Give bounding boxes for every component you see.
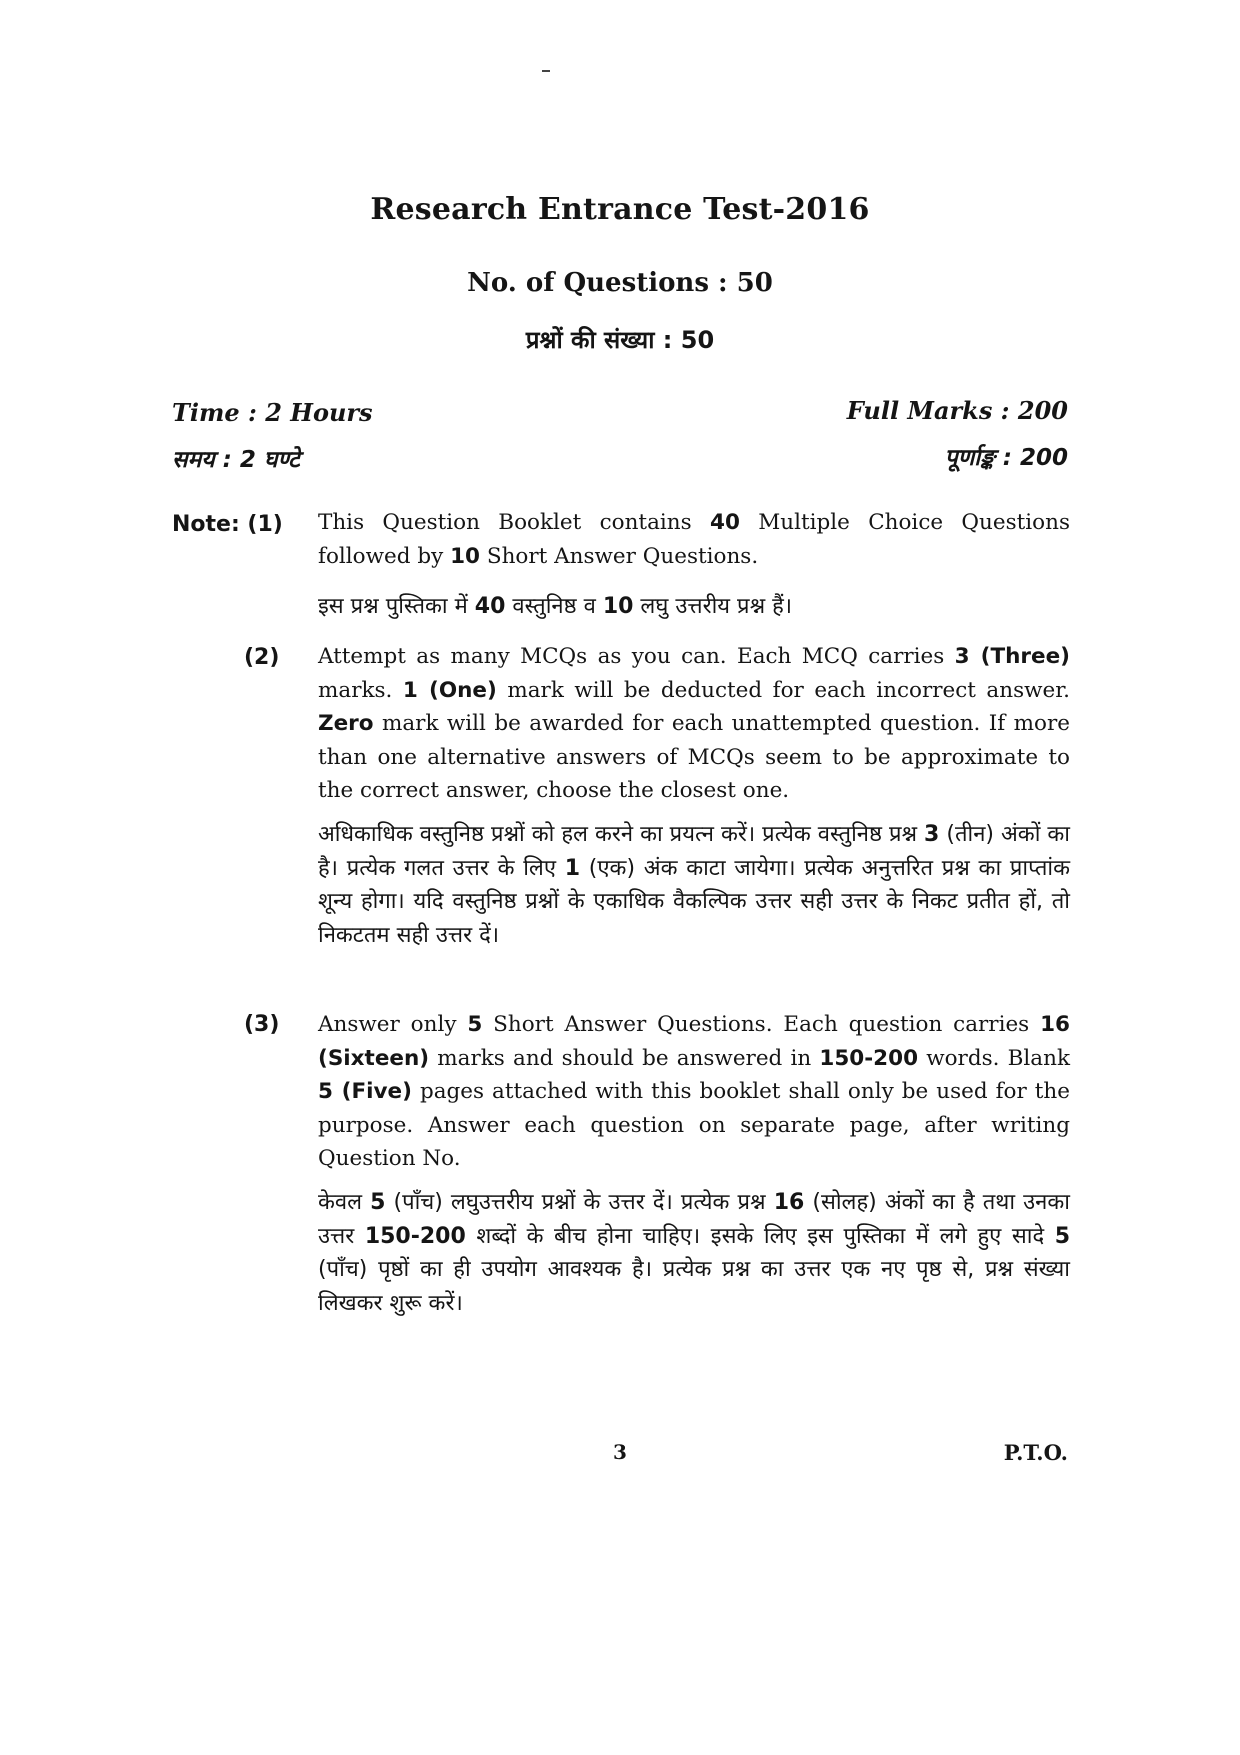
page-number: 3 — [613, 1440, 627, 1464]
text-run: (पाँच) पृष्ठों का ही उपयोग आवश्यक है। प्रत्येक प्रश्न का उत्तर एक नए पृष्ठ से, प्रश्न संख्या लिखकर शुरू करें। — [318, 1257, 1070, 1316]
text-run-bold: 5 (Five) — [318, 1079, 412, 1104]
text-run-bold: 1 — [564, 855, 581, 881]
text-run: (तीन) अंकों का है। प्रत्येक गलत उत्तर के लिए — [318, 822, 1071, 881]
note-3-english — [318, 1008, 1070, 1176]
text-run: इस प्रश्न पुस्तिका में — [318, 594, 475, 619]
text-run-bold: 10 — [450, 543, 480, 569]
text-run-bold: 150-200 — [364, 1223, 466, 1249]
full-marks-english: Full Marks : 200 — [846, 396, 1068, 425]
full-marks-hindi: पूर्णाङ्क : 200 — [944, 445, 1068, 471]
scan-mark — [542, 70, 550, 72]
text-run: marks. — [318, 677, 403, 703]
text-run: Multiple Choice Questions followed by — [318, 510, 1070, 569]
text-run-bold: 5 — [370, 1190, 386, 1215]
note-1-english — [318, 506, 1070, 573]
note-2-hindi — [318, 818, 1070, 952]
text-run: words. Blank — [918, 1045, 1070, 1071]
text-run: लघु उत्तरीय प्रश्न हैं। — [633, 594, 793, 619]
page-title: Research Entrance Test-2016 — [370, 192, 870, 227]
text-run: (एक) अंक काटा जायेगा। प्रत्येक अनुत्तरित प्रश्न का प्राप्तांक शून्य होगा। यदि वस्तुनिष्ठ प्रश्नों के एकाधिक वैकल्पिक उत्तर सही उत्तर के निकट प्रतीत हों, तो निकटतम सही उत्तर दें। — [318, 855, 1071, 948]
text-run: (सोलह) अंकों का है तथा उनका उत्तर — [318, 1190, 1070, 1249]
text-run: pages attached with this booklet shall only be used for the purpose. Answer each question on separate page, after writing Question No. — [318, 1079, 1070, 1171]
text-run-bold: 5 — [467, 1012, 483, 1037]
questions-count-hindi: प्रश्नों की संख्या : 50 — [525, 326, 715, 354]
note-2-number: (2) — [244, 645, 280, 670]
note-3-hindi — [318, 1186, 1070, 1320]
text-run-bold: 5 — [1054, 1223, 1070, 1249]
pto-label: P.T.O. — [1003, 1440, 1068, 1465]
text-run-bold: 40 — [474, 594, 506, 619]
text-run-bold: 3 (Three) — [954, 644, 1071, 669]
note-2-english — [318, 640, 1070, 808]
text-run: वस्तुनिष्ठ व — [505, 594, 603, 619]
text-run: Short Answer Questions. Each question carries — [482, 1012, 1041, 1037]
note-label: Note: (1) — [172, 512, 283, 537]
note-3-number: (3) — [244, 1012, 280, 1037]
text-run: marks and should be answered in — [429, 1045, 820, 1071]
text-run: (पाँच) लघुउत्तरीय प्रश्नों के उत्तर दें। प्रत्येक प्रश्न — [385, 1190, 774, 1215]
text-run-bold: 40 — [709, 510, 740, 535]
questions-count-english: No. of Questions : 50 — [467, 268, 773, 298]
note-1-hindi — [318, 590, 1070, 624]
text-run-bold: 10 — [602, 594, 634, 619]
text-run-bold: 150-200 — [819, 1045, 919, 1071]
text-run-bold: 16 (Sixteen) — [318, 1012, 1070, 1071]
time-english: Time : 2 Hours — [172, 398, 373, 427]
text-run: This Question Booklet contains — [318, 510, 710, 535]
text-run-bold: Zero — [318, 711, 374, 736]
text-run: mark will be deducted for each incorrect answer. — [496, 677, 1070, 703]
text-run: Answer only — [318, 1012, 468, 1037]
text-run: mark will be awarded for each unattempted question. If more than one alternative answers of MCQs seem to be approximate to the correct answer, choose the closest one. — [318, 711, 1070, 803]
text-run: Attempt as many MCQs as you can. Each MCQ carries — [318, 644, 955, 669]
text-run-bold: 3 — [924, 822, 940, 847]
text-run-bold: 16 — [773, 1190, 805, 1215]
time-hindi: समय : 2 घण्टे — [172, 447, 300, 473]
text-run: केवल — [318, 1190, 371, 1215]
text-run: अधिकाधिक वस्तुनिष्ठ प्रश्नों को हल करने का प्रयत्न करें। प्रत्येक वस्तुनिष्ठ प्रश्न — [318, 822, 925, 847]
text-run-bold: 1 (One) — [402, 677, 497, 703]
text-run: Short Answer Questions. — [480, 543, 759, 569]
text-run: शब्दों के बीच होना चाहिए। इसके लिए इस पुस्तिका में लगे हुए सादे — [465, 1223, 1055, 1249]
